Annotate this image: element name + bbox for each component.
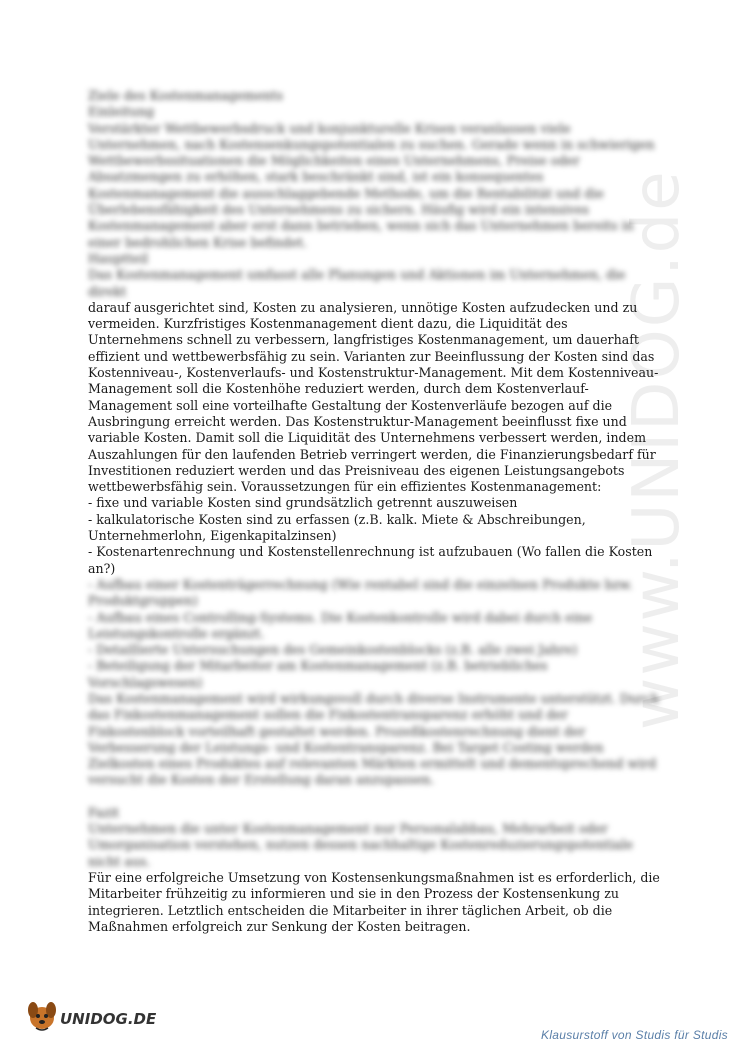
document-title: Ziele des Kostenmanagements (88, 88, 284, 103)
document-body (88, 88, 663, 935)
dog-mascot-icon (22, 994, 62, 1034)
requirement-item: - Beteiligung der Mitarbeiter am Kostenmanagement (z.B. betriebliches Vorschlagswesen) (88, 658, 548, 690)
conclusion-paragraph: Für eine erfolgreiche Umsetzung von Kostensenkungsmaßnahmen ist es erforderlich, die Mitarbeiter frühzeitig zu informieren und sie in den Prozess der Kostensenkung zu integrieren. Letztlich entscheiden die Mitarbeiter in ihrer täglichen Arbeit, ob die Maßnahmen erfolgreich zur Senkung der Kosten beitragen. (88, 869, 660, 934)
requirement-item: - Kostenartenrechnung und Kostenstellenrechnung ist aufzubauen (Wo fallen die Kosten an?) (88, 544, 653, 576)
requirement-item: - Detaillierte Untersuchungen des Gemeinkostenblocks (z.B. alle zwei Jahre) (88, 642, 578, 658)
blurred-middle-section (88, 577, 663, 870)
requirement-item: - Aufbau eines Controlling-Systems. Die Kostenkontrolle wird dabei durch eine Leistungskontrolle ergänzt. (88, 609, 593, 641)
intro-paragraph: Verstärkter Wettbewerbsdruck und konjunkturelle Krisen veranlassen viele Unternehmen, nach Kostensenkungspotentialen zu suchen. Gerade wenn in schwierigen Wettbewerbssituationen die Möglichkeiten eines Unternehmens, Preise oder Absatzmengen zu erhöhen, stark beschränkt sind, ist ein konsequentes Kostenmanagement die ausschlaggebende Methode, um die Rentabilität und die Überlebensfähigkeit des Unternehmens zu sichern. Häufig wird ein intensives Kostenmanagement aber erst dann betrieben, wenn sich das Unternehmen bereits in einer bedrohlichen Krise befindet. (88, 120, 655, 250)
requirement-item: - Aufbau einer Kostenträgerrechnung (Wie rentabel sind die einzelnen Produkte bzw. Produktgruppen) (88, 576, 633, 609)
requirement-item: - kalkulatorische Kosten sind zu erfassen (z.B. kalk. Miete & Abschreibungen, Unternehmerlohn, Eigenkapitalzinsen) (88, 511, 586, 544)
requirement-item: - fixe und variable Kosten sind grundsätzlich getrennt auszuweisen (88, 495, 518, 511)
watermark-text: www.UNIDOG.de (620, 169, 694, 730)
instruments-paragraph: Das Kostenmanagement wird wirkungsvoll durch diverse Instrumente unterstützt. Durch das Fixkostenmanagement sollen die Fixkostentransparenz erhöht und der Fixkostenblock vorteilhaft gestaltet werden. Prozeßkostenrechnung dient der Verbesserung der Leistungs- und Kostentransparenz. Bei Target Costing werden Zielkosten eines Produktes auf relevanten Märkten ermittelt und dementsprechend wird versucht die Kosten der Erstellung daran anzupassen. (88, 690, 660, 788)
main-heading: Hauptteil (88, 250, 149, 266)
intro-heading: Einleitung (88, 104, 155, 120)
main-paragraph: darauf ausgerichtet sind, Kosten zu analysieren, unnötige Kosten aufzudecken und zu vermeiden. Kurzfristiges Kostenmanagement dient dazu, die Liquidität des Unternehmens schnell zu verbessern, langfristiges Kostenmanagement, um dauerhaft effizient und wettbewerbsfähig zu sein. Varianten zur Beeinflussung der Kosten sind das Kostenniveau-, Kostenverlaufs- und Kostenstruktur-Management. Mit dem Kostenniveau-Management soll die Kostenhöhe reduziert werden, durch dem Kostenverlauf-Management soll eine vorteilhafte Gestaltung der Kostenverläufe bezogen auf die Ausbringung erreicht werden. Das Kostenstruktur-Management beeinflusst fixe und variable Kosten. Damit soll die Liquidität des Unternehmens verbessert werden, indem Auszahlungen für den laufenden Betrieb verringert werden, die Finanzierungsbedarf für Investitionen reduziert werden und das Preisniveau des eigenen Leistungsangebots wettbewerbsfähig sein. Voraussetzungen für ein effizientes Kostenmanagement: (88, 299, 659, 495)
logo-text: UNIDOG.DE (60, 1010, 157, 1028)
fazit-heading: Fazit (88, 804, 120, 820)
clear-conclusion-section (88, 870, 663, 935)
footer-tagline: Klausurstoff von Studis für Studis (541, 1028, 728, 1042)
blurred-intro-section (88, 88, 663, 300)
fazit-paragraph: Unternehmen die unter Kostenmanagement nur Personalabbau, Mehrarbeit oder Umorganisation verstehen, nutzen dessen nachhaltige Kostenreduzierungspotentiale nicht aus. (88, 821, 634, 869)
unidog-logo[interactable] (22, 994, 162, 1034)
clear-main-section (88, 300, 663, 577)
main-first-line: Das Kostenmanagement umfasst alle Planungen und Aktionen im Unternehmen, die direkt (88, 267, 626, 299)
paragraph-spacer (88, 789, 663, 805)
